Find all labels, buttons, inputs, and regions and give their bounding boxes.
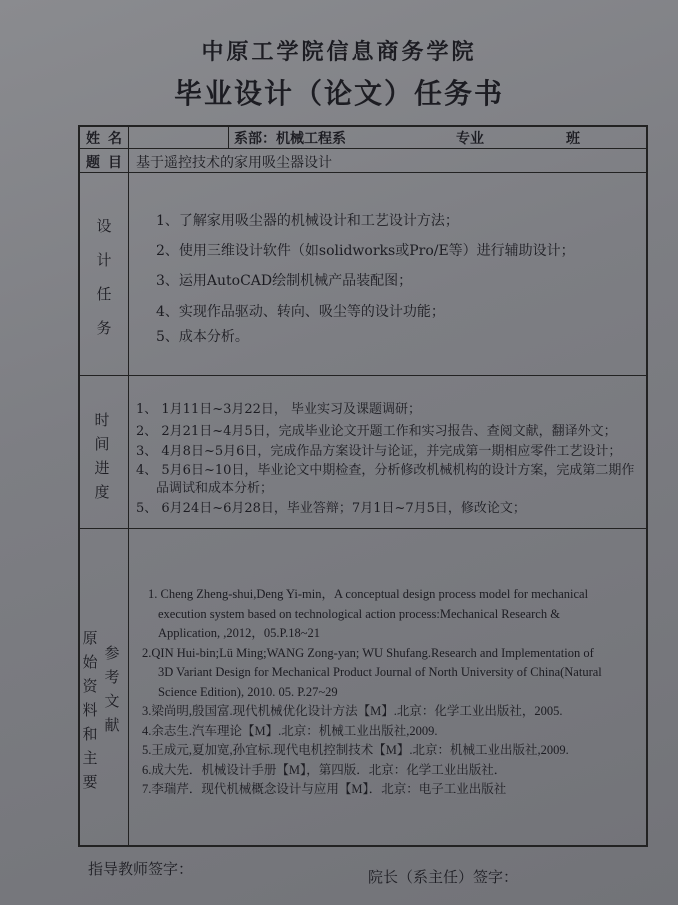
dean-signature-label: 院长（系主任）签字： xyxy=(368,868,519,886)
task-item: 5、成本分析。 xyxy=(156,329,249,345)
school-name: 中原工学院信息商务学院 xyxy=(201,40,477,65)
schedule-item: 1、 1月11日~3月22日， 毕业实习及课题调研； xyxy=(136,402,422,417)
label-column-divider xyxy=(128,125,129,847)
tasks-label: 设 计 任 务 xyxy=(96,217,112,337)
cell-divider xyxy=(228,125,229,148)
row-divider xyxy=(78,148,648,149)
reference-list xyxy=(142,585,642,800)
row-divider xyxy=(78,528,648,529)
schedule-item-continued: 品调试和成本分析； xyxy=(156,481,274,496)
schedule-label: 时 间 进 度 xyxy=(94,411,110,501)
advisor-signature-label: 指导教师签字： xyxy=(88,860,194,878)
reference-line: 3D Variant Design for Mechanical Product Journal of North University of China(Natural xyxy=(158,665,602,679)
major-label: 专业 xyxy=(456,131,484,147)
schedule-item: 2、 2月21日~4月5日，完成毕业论文开题工作和实习报告、查阅文献，翻译外文； xyxy=(136,424,617,439)
reference-line: 2.QIN Hui-bin;Lü Ming;WANG Zong-yan; WU Shufang.Research and Implementation of xyxy=(142,645,594,660)
row-divider xyxy=(78,172,648,173)
row-divider xyxy=(78,375,648,376)
reference-line: 1. Cheng Zheng-shui,Deng Yi-min，A conceptual design process model for mechanical xyxy=(148,587,589,601)
topic-label: 题目 xyxy=(86,155,130,171)
topic-value: 基于遥控技术的家用吸尘器设计 xyxy=(136,155,332,171)
reference-line: 5.王成元,夏加宽,孙宜标.现代电机控制技术【M】.北京：机械工业出版社,2009. xyxy=(142,743,569,757)
task-item: 2、使用三维设计软件（如solidworks或Pro/E等）进行辅助设计； xyxy=(156,243,575,259)
materials-label: 原 始 资 料 和 主 要 xyxy=(82,629,98,791)
task-item: 3、运用AutoCAD绘制机械产品装配图； xyxy=(156,273,413,289)
task-item: 1、了解家用吸尘器的机械设计和工艺设计方法； xyxy=(156,213,459,229)
schedule-item: 3、 4月8日~5月6日，完成作品方案设计与论证，并完成第一期相应零件工艺设计； xyxy=(136,444,622,459)
name-label: 姓名 xyxy=(86,131,130,147)
document-title: 毕业设计（论文）任务书 xyxy=(173,77,504,110)
references-label: 参 考 文 献 xyxy=(104,644,120,734)
task-item: 4、实现作品驱动、转向、吸尘等的设计功能； xyxy=(156,304,445,320)
reference-line: Application, ,2012，05.P.18~21 xyxy=(158,626,320,640)
schedule-item: 5、 6月24日~6月28日，毕业答辩；7月1日~7月5日，修改论文； xyxy=(136,501,526,516)
reference-line: 6.成大先．机械设计手册【M】，第四版．北京：化学工业出版社． xyxy=(142,762,507,777)
class-label: 班 xyxy=(566,131,580,147)
reference-line: Science Edition), 2010. 05. P.27~29 xyxy=(158,684,338,699)
schedule-item: 4、 5月6日~10日，毕业论文中期检查，分析修改机械机构的设计方案，完成第二期作 xyxy=(136,463,635,478)
reference-line: execution system based on technological action process:Mechanical Research & xyxy=(158,606,560,621)
reference-line: 3.梁尚明,殷国富.现代机械优化设计方法【M】.北京：化学工业出版社，2005. xyxy=(142,704,563,718)
reference-line: 4.余志生.汽车理论【M】.北京：机械工业出版社,2009. xyxy=(142,723,438,738)
reference-line: 7.李瑞芹．现代机械概念设计与应用【M】．北京：电子工业出版社 xyxy=(142,782,507,796)
department-label: 系部：机械工程系 xyxy=(234,131,346,147)
